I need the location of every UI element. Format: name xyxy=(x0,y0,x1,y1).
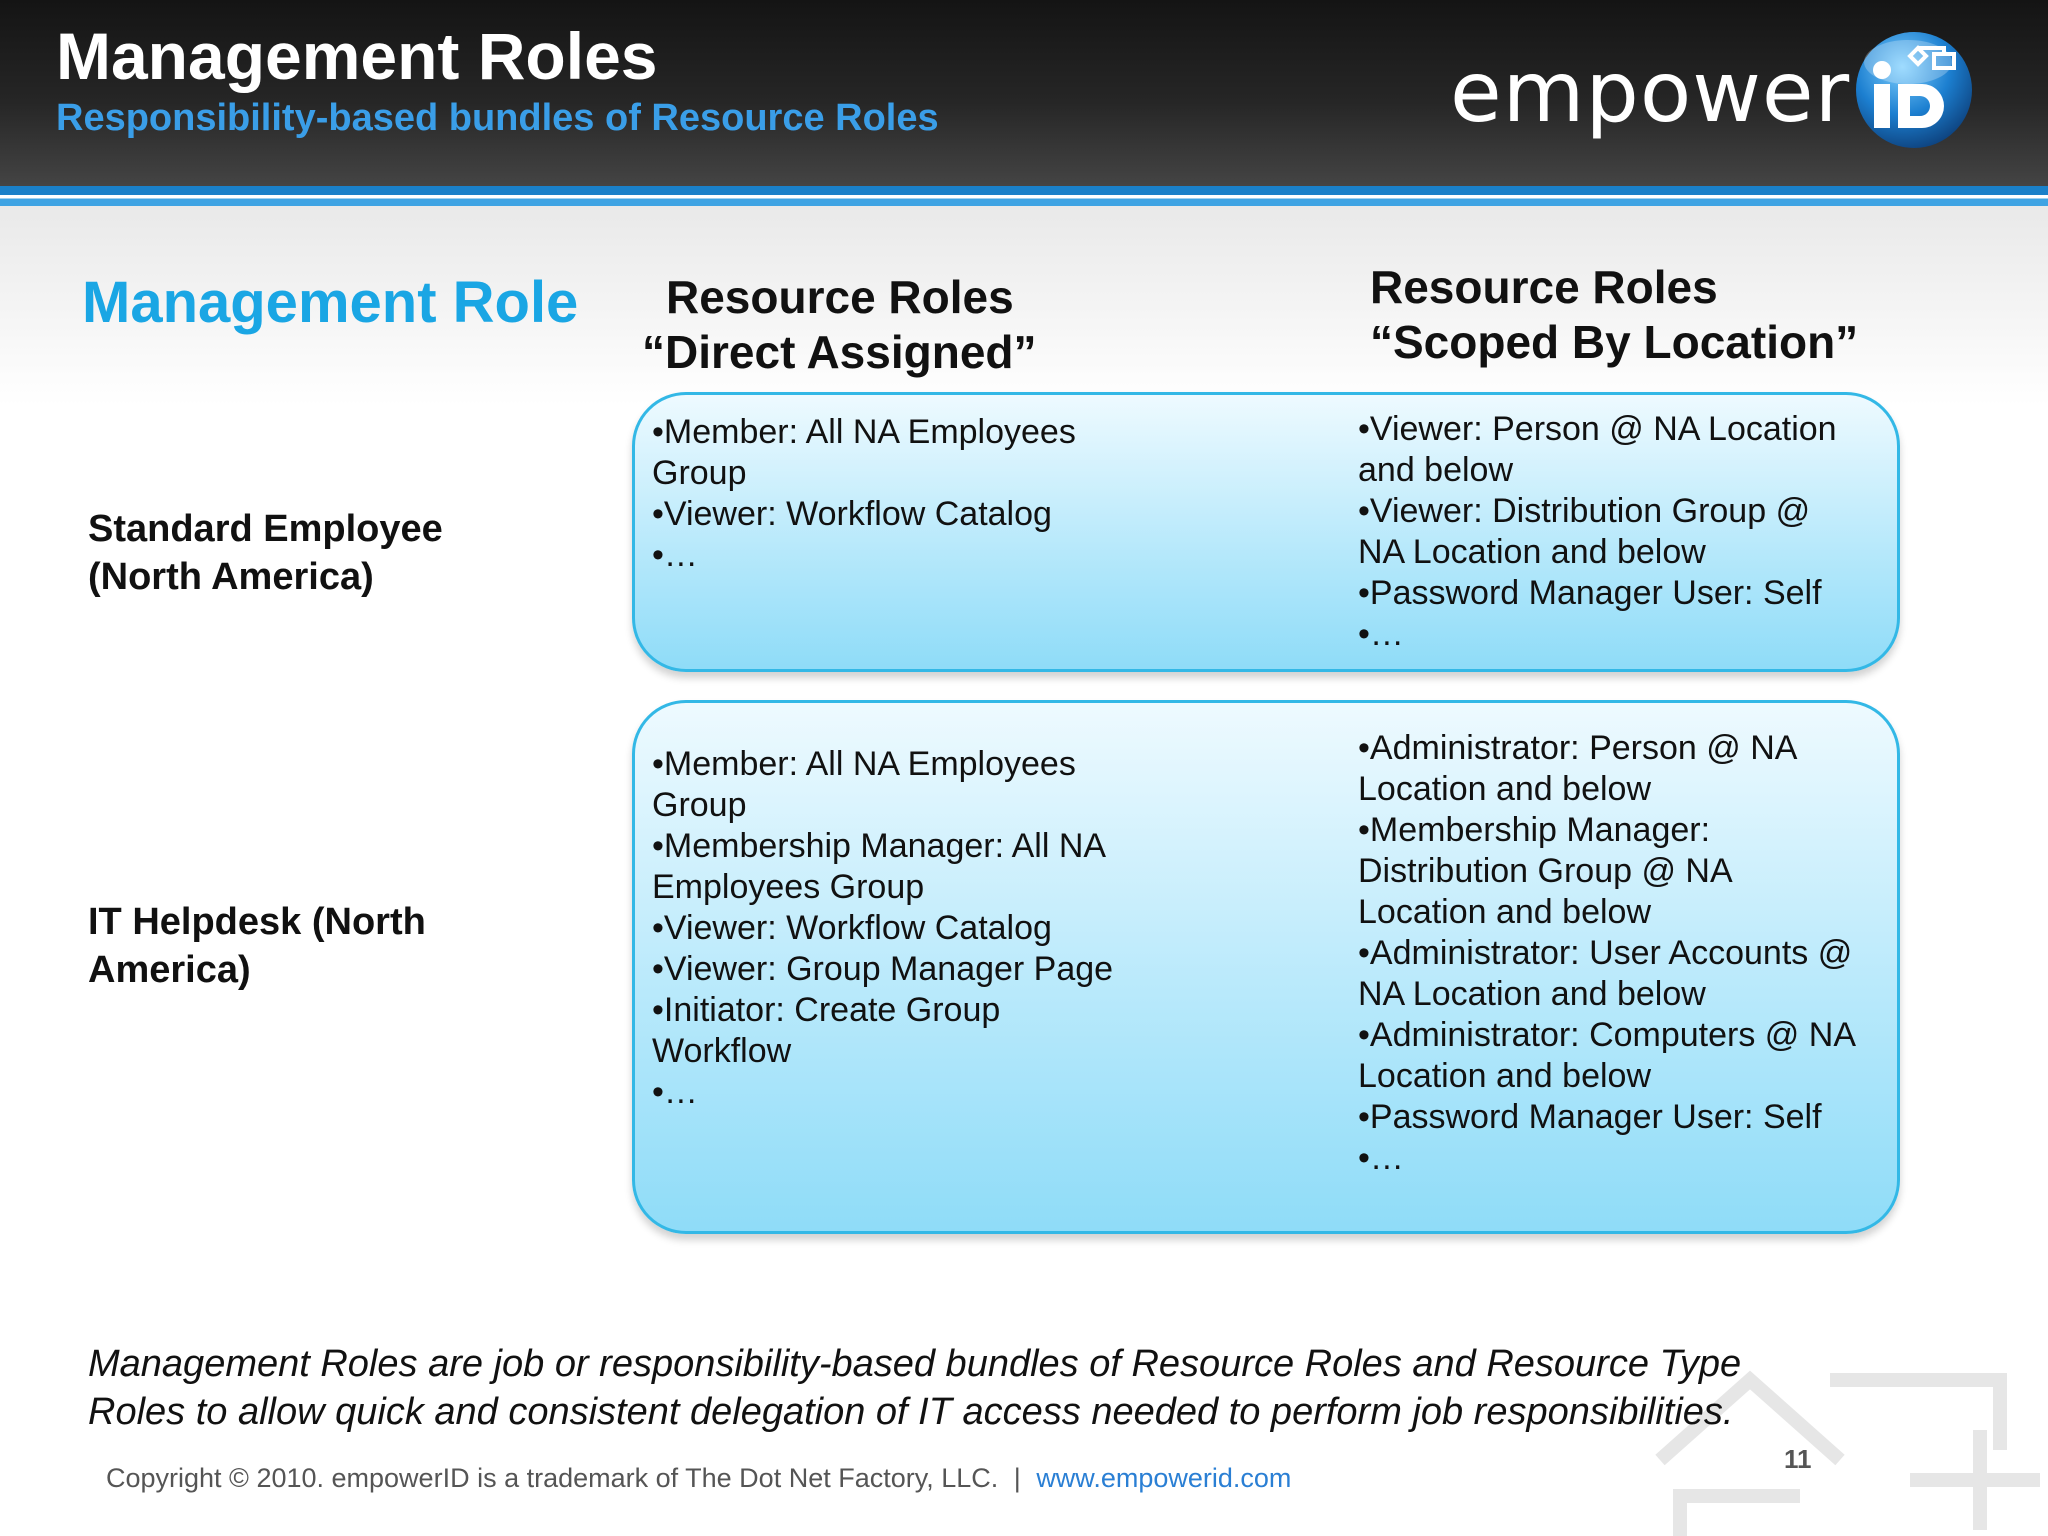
slide-title: Management Roles xyxy=(56,19,658,93)
slide-header xyxy=(0,0,2048,186)
role-label-standard-employee xyxy=(88,505,443,601)
list-item: •Viewer: Group Manager Page xyxy=(652,950,1114,988)
scoped-heading-line1: Resource Roles xyxy=(1370,261,1718,313)
list-item: •… xyxy=(1358,615,1404,653)
page-number: 11 xyxy=(1784,1444,1812,1474)
list-item: •… xyxy=(652,1073,698,1111)
role-label-line: (North America) xyxy=(88,556,374,598)
list-item: NA Location and below xyxy=(1358,975,1706,1013)
list-item: Group xyxy=(652,786,747,824)
direct-roles-list-standard-employee xyxy=(652,412,1076,576)
list-item: •Password Manager User: Self xyxy=(1358,1098,1822,1136)
role-label-it-helpdesk xyxy=(88,898,426,994)
role-label-line: IT Helpdesk (North xyxy=(88,901,426,943)
list-item: •Administrator: User Accounts @ xyxy=(1358,934,1853,972)
list-item: •Password Manager User: Self xyxy=(1358,574,1822,612)
list-item: •Member: All NA Employees xyxy=(652,413,1076,451)
role-label-line: America) xyxy=(88,949,251,991)
logo-wordmark: empower xyxy=(1450,43,1851,141)
list-item: •Viewer: Workflow Catalog xyxy=(652,495,1052,533)
list-item: Distribution Group @ NA xyxy=(1358,852,1733,890)
list-item: •Membership Manager: xyxy=(1358,811,1711,849)
list-item: NA Location and below xyxy=(1358,533,1706,571)
list-item: •Viewer: Workflow Catalog xyxy=(652,909,1052,947)
list-item: Location and below xyxy=(1358,770,1652,808)
list-item: •Membership Manager: All NA xyxy=(652,827,1107,865)
website-link[interactable]: www.empowerid.com xyxy=(1036,1463,1292,1493)
slide-subtitle: Responsibility-based bundles of Resource Roles xyxy=(56,97,939,139)
list-item: Workflow xyxy=(652,1032,792,1070)
empowerid-logo xyxy=(1450,22,1990,152)
copyright-text: Copyright © 2010. empowerID is a trademark of The Dot Net Factory, LLC. xyxy=(106,1463,999,1493)
slide-description xyxy=(88,1340,1848,1436)
header-accent-stripe xyxy=(0,186,2048,206)
list-item: Employees Group xyxy=(652,868,925,906)
description-line: Management Roles are job or responsibility-based bundles of Resource Roles and Resource Type xyxy=(88,1343,1742,1385)
logo-badge-icon xyxy=(1852,26,1976,150)
list-item: Group xyxy=(652,454,747,492)
list-item: •… xyxy=(652,536,698,574)
footer-separator: | xyxy=(1013,1463,1021,1493)
role-label-line: Standard Employee xyxy=(88,508,443,550)
scoped-roles-list-standard-employee xyxy=(1358,409,1837,655)
list-item: •Member: All NA Employees xyxy=(652,745,1076,783)
direct-assigned-heading-line1: Resource Roles xyxy=(666,271,1014,323)
management-role-heading: Management Role xyxy=(82,270,579,335)
footer-copyright xyxy=(106,1460,1291,1496)
list-item: •… xyxy=(1358,1139,1404,1177)
list-item: •Viewer: Person @ NA Location xyxy=(1358,410,1837,448)
direct-roles-list-it-helpdesk xyxy=(652,744,1113,1113)
direct-assigned-heading-line2: “Direct Assigned” xyxy=(642,326,1037,378)
description-line: Roles to allow quick and consistent delegation of IT access needed to perform job responsibilities. xyxy=(88,1391,1734,1433)
list-item: •Initiator: Create Group xyxy=(652,991,1001,1029)
list-item: •Viewer: Distribution Group @ xyxy=(1358,492,1811,530)
scoped-roles-list-it-helpdesk xyxy=(1358,728,1856,1179)
list-item: and below xyxy=(1358,451,1514,489)
list-item: Location and below xyxy=(1358,1057,1652,1095)
scoped-heading-line2: “Scoped By Location” xyxy=(1370,316,1859,368)
list-item: •Administrator: Person @ NA xyxy=(1358,729,1798,767)
list-item: Location and below xyxy=(1358,893,1652,931)
list-item: •Administrator: Computers @ NA xyxy=(1358,1016,1856,1054)
